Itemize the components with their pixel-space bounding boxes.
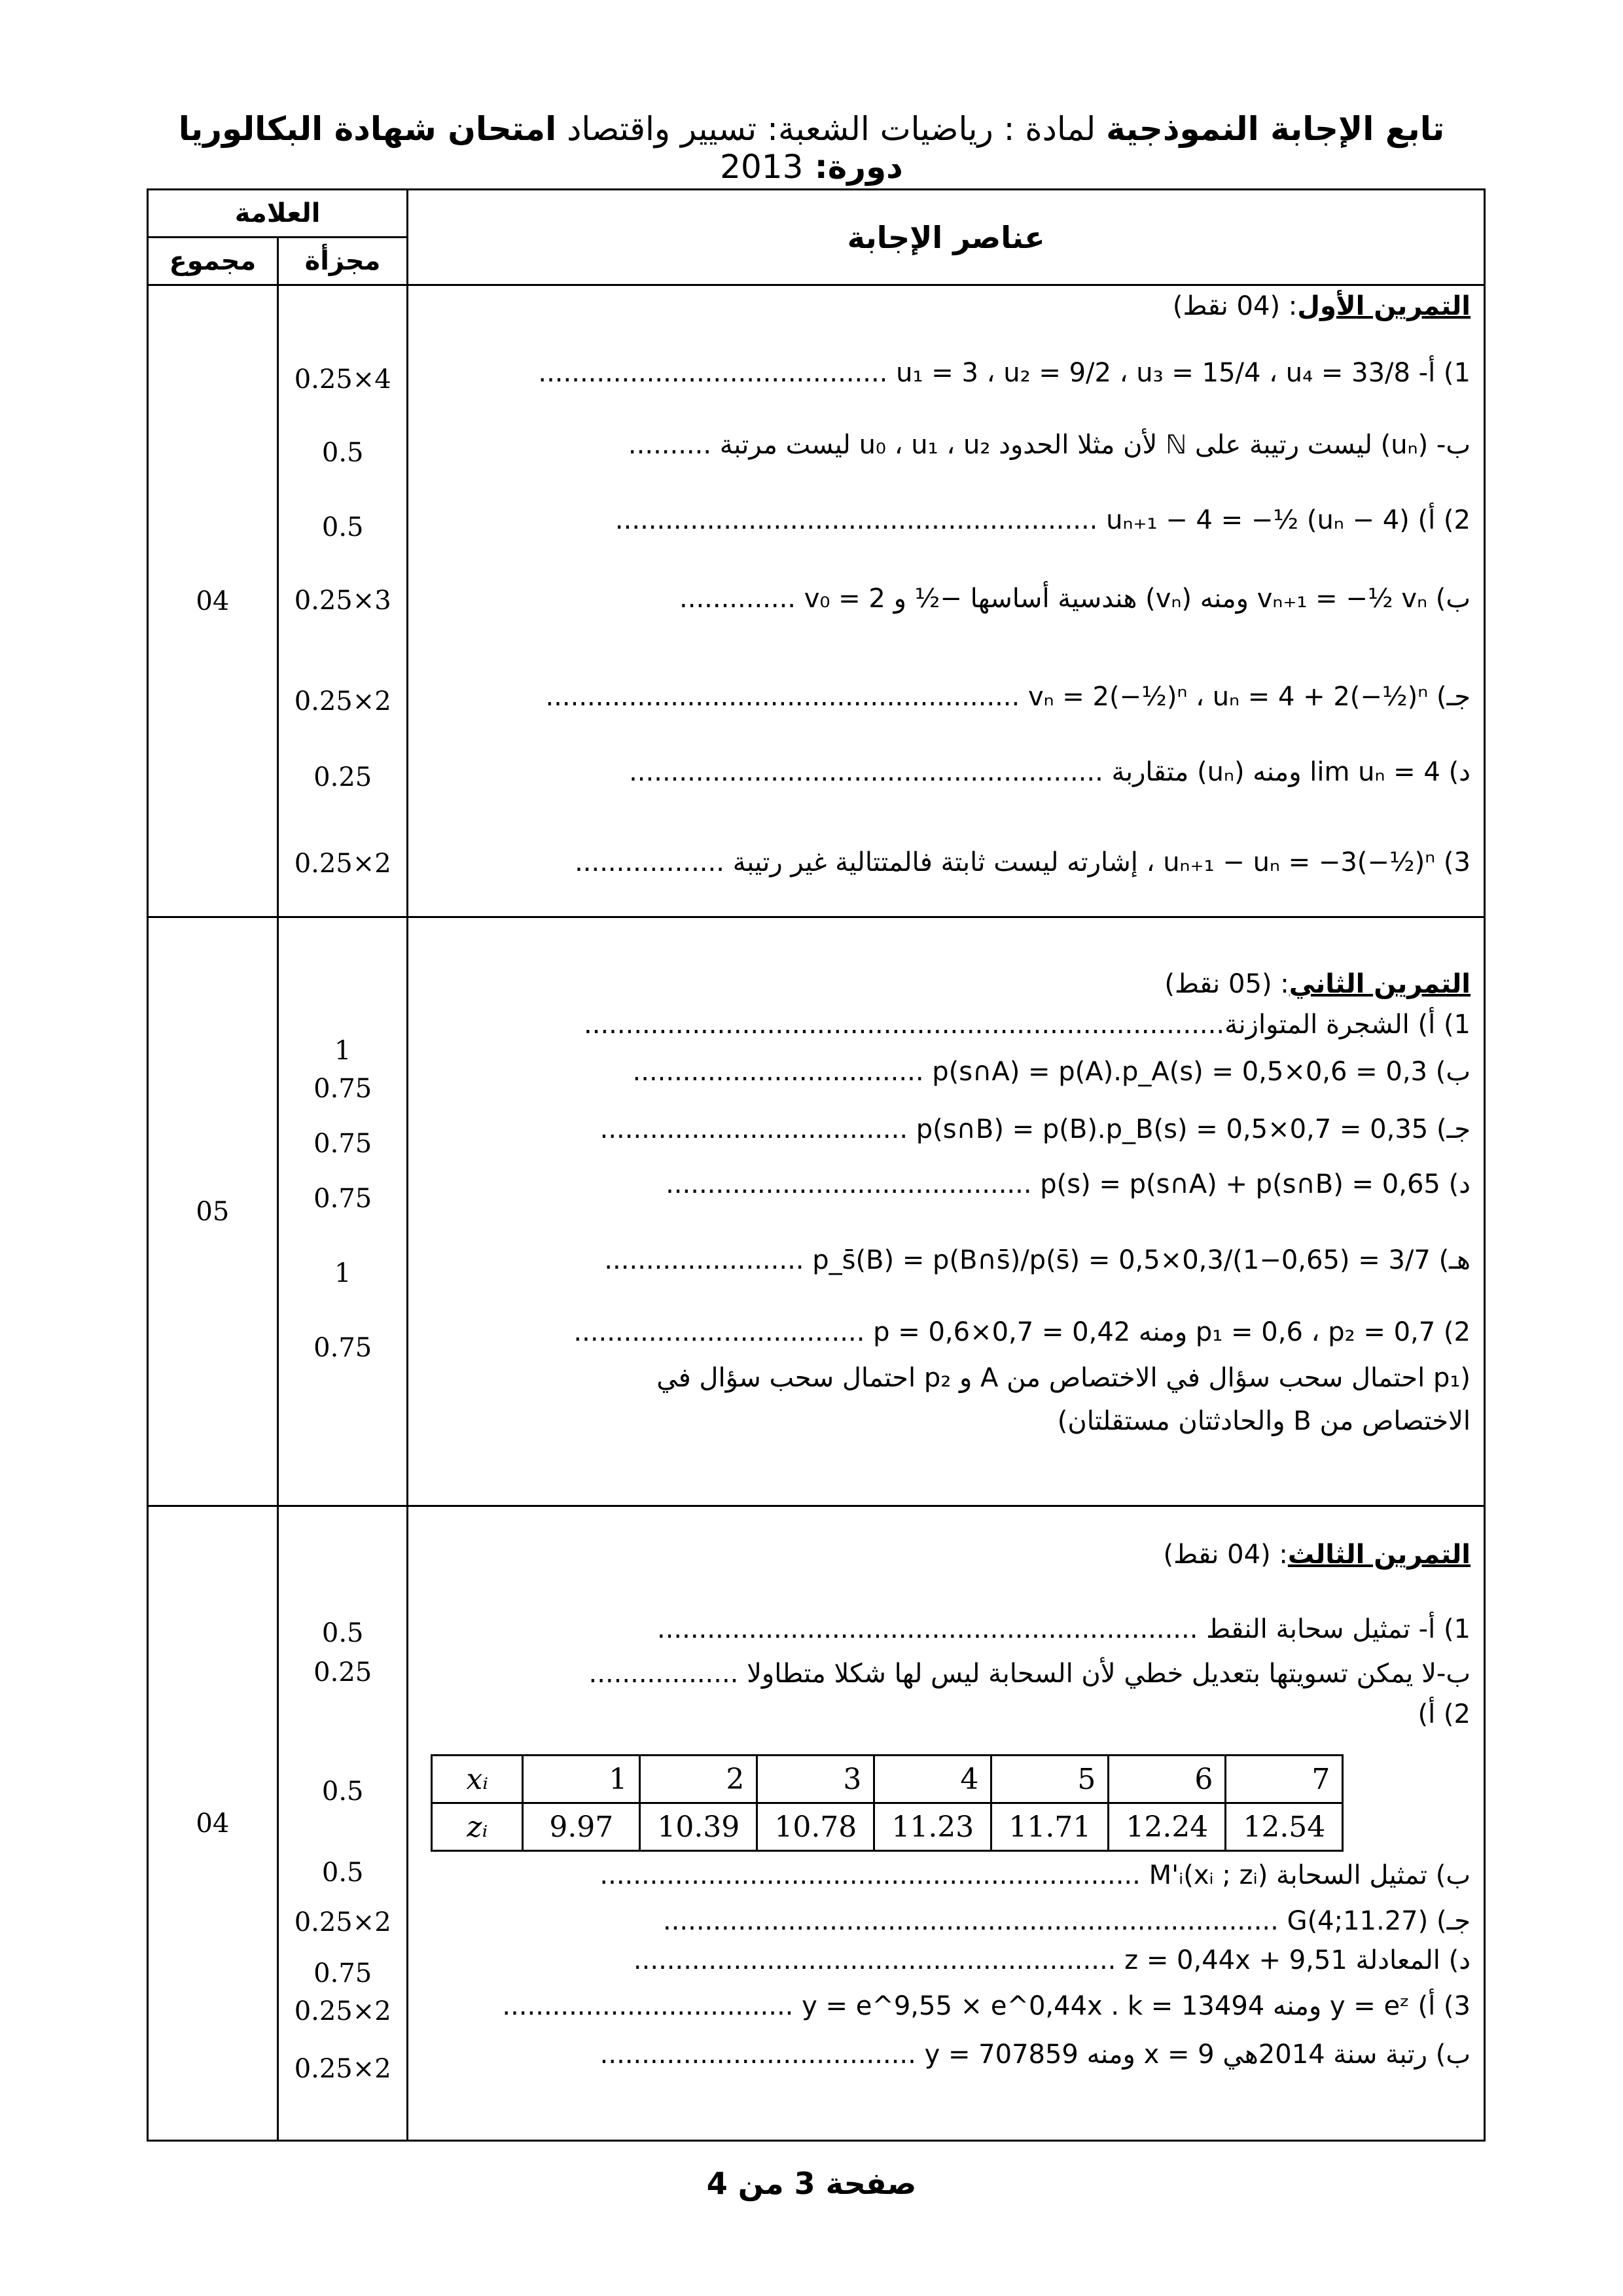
- ex1-point: 3×0.25: [294, 586, 391, 616]
- partial-heading: مجزأة: [277, 238, 408, 285]
- ex1-point: 2×0.25: [294, 686, 391, 716]
- ex2-line-5: هـ) p_s̄(B) = p(B∩s̄)/p(s̄) = 0,5×0,3/(1−0,65) = 3/7 ........................: [604, 1245, 1471, 1275]
- x-cell: 3: [757, 1756, 874, 1803]
- exercise-3-total: 04: [148, 1506, 278, 2141]
- ex1-line-7: 3) uₙ₊₁ − uₙ = −3(−½)ⁿ ، إشارته ليست ثابتة فالمتتالية غير رتيبة ..................: [575, 847, 1471, 877]
- ex3-line-8: ب) رتبة سنة 2014هي x = 9 ومنه y = 707859 ......................................: [599, 2040, 1471, 2070]
- ex1-line-2: ب- (uₙ) ليست رتيبة على ℕ لأن مثلا الحدود u₀ ، u₁ ، u₂ ليست مرتبة ..........: [628, 430, 1471, 460]
- exercise-3-content: [408, 1506, 1485, 2141]
- x-cell: 1: [523, 1756, 640, 1803]
- exercise-1-title: التمرين الأول: (04 نقط): [1172, 291, 1471, 321]
- z-label: zᵢ: [432, 1803, 523, 1851]
- ex2-point: 0.75: [313, 1333, 372, 1363]
- data-table-row-z: [432, 1803, 1343, 1851]
- exercise-1-total: 04: [148, 285, 278, 917]
- header-model-answer: تابع الإجابة النموذجية: [1106, 110, 1445, 148]
- ex1-point: 4×0.25: [294, 364, 391, 395]
- header-exam: امتحان شهادة البكالوريا دورة:: [178, 110, 903, 186]
- ex3-line-6: د) المعادلة z = 0,44x + 9,51 ..........................................................: [633, 1945, 1471, 1975]
- ex2-line-6: 2) p₁ = 0,6 ، p₂ = 0,7 ومنه p = 0,6×0,7 = 0,42 ...................................: [573, 1317, 1471, 1347]
- exercise-2-points: [277, 917, 408, 1506]
- page-number: صفحة 3 من 4: [706, 2166, 917, 2201]
- z-cell: 9.97: [523, 1803, 640, 1851]
- ex3-point: 2×0.25: [294, 2054, 391, 2084]
- ex1-point: 0.25: [313, 762, 372, 792]
- ex1-line-3: 2) أ) uₙ₊₁ − 4 = −½ (uₙ − 4) ..........................................................: [615, 505, 1471, 535]
- ex1-line-4: ب) vₙ₊₁ = −½ vₙ ومنه (vₙ) هندسية أساسها −½ و v₀ = 2 ..............: [679, 584, 1471, 614]
- ex1-point: 0.5: [321, 512, 364, 542]
- exercise-2-row: [148, 917, 1485, 1506]
- z-cell: 10.39: [640, 1803, 757, 1851]
- ex1-line-1: 1) أ- u₁ = 3 ، u₂ = 9/2 ، u₃ = 15/4 ، u₄ = 33/8 ..........................................: [538, 358, 1471, 388]
- exercise-1-row: [148, 285, 1485, 917]
- ex2-point: 0.75: [313, 1129, 372, 1159]
- mark-heading: العلامة: [148, 190, 408, 238]
- x-cell: 7: [1226, 1756, 1343, 1803]
- total-heading: مجموع: [148, 238, 278, 285]
- ex3-line-4: ب) تمثيل السحابة M'ᵢ(xᵢ ; zᵢ) .................................................................: [599, 1860, 1471, 1890]
- x-cell: 4: [874, 1756, 991, 1803]
- header-year: 2013: [720, 148, 804, 186]
- exercise-1-points: [277, 285, 408, 917]
- ex2-line-1: 1) أ) الشجرة المتوازنة.............................................................................: [584, 1010, 1471, 1040]
- ex3-point: 0.25: [313, 1657, 372, 1687]
- exercise-2-content: [408, 917, 1485, 1506]
- ex2-line-3: جـ) p(s∩B) = p(B).p_B(s) = 0,5×0,7 = 0,35 .....................................: [599, 1114, 1471, 1144]
- ex2-point: 0.75: [313, 1184, 372, 1214]
- ex2-line-2: ب) p(s∩A) = p(A).p_A(s) = 0,5×0,6 = 0,3 ...................................: [632, 1057, 1471, 1087]
- z-cell: 12.54: [1226, 1803, 1343, 1851]
- ex3-point: 0.75: [313, 1958, 372, 1988]
- z-cell: 12.24: [1109, 1803, 1226, 1851]
- exercise-2-total: 05: [148, 917, 278, 1506]
- data-table: [431, 1754, 1344, 1852]
- ex2-point: 1: [334, 1036, 351, 1066]
- ex3-point: 0.5: [321, 1776, 364, 1807]
- z-cell: 11.71: [991, 1803, 1109, 1851]
- ex2-line-7: (p₁ احتمال سحب سؤال في الاختصاص من A و p₂ احتمال سحب سؤال في: [656, 1363, 1471, 1393]
- exercise-3-points: [277, 1506, 408, 2141]
- ex2-line-4: د) p(s) = p(s∩A) + p(s∩B) = 0,65 ............................................: [666, 1169, 1471, 1199]
- ex2-point: 1: [334, 1258, 351, 1288]
- ex1-line-6: د) lim uₙ = 4 ومنه (uₙ) متقاربة .........................................................: [629, 757, 1471, 787]
- ex3-line-2: ب-لا يمكن تسويتها بتعديل خطي لأن السحابة ليس لها شكلا متطاولا ..................: [588, 1659, 1471, 1689]
- ex3-line-7: 3) أ) y = eᶻ ومنه y = e^9,55 × e^0,44x . k = 13494 ...................................: [502, 1991, 1471, 2021]
- ex3-point: 2×0.25: [294, 1996, 391, 2026]
- answer-table: [147, 188, 1486, 2142]
- x-cell: 2: [640, 1756, 757, 1803]
- ex1-line-5: جـ) vₙ = 2(−½)ⁿ ، uₙ = 4 + 2(−½)ⁿ .........................................................: [545, 682, 1471, 712]
- ex1-point: 2×0.25: [294, 849, 391, 879]
- x-label: xᵢ: [432, 1756, 523, 1803]
- ex3-point: 2×0.25: [294, 1907, 391, 1937]
- ex3-point: 0.5: [321, 1858, 364, 1888]
- ex2-point: 0.75: [313, 1074, 372, 1104]
- ex2-line-8: الاختصاص من B والحادثتان مستقلتان): [1057, 1406, 1471, 1436]
- ex1-point: 0.5: [321, 438, 364, 468]
- z-cell: 10.78: [757, 1803, 874, 1851]
- z-cell: 11.23: [874, 1803, 991, 1851]
- exercise-3-row: [148, 1506, 1485, 2141]
- ex3-line-1: 1) أ- تمثيل سحابة النقط .................................................................: [656, 1614, 1471, 1644]
- page-header: [144, 110, 1479, 186]
- exercise-1-content: [408, 285, 1485, 917]
- x-cell: 6: [1109, 1756, 1226, 1803]
- header-subject: لمادة : رياضيات الشعبة: تسيير واقتصاد: [556, 110, 1107, 148]
- ex3-point: 0.5: [321, 1618, 364, 1648]
- ex3-line-3: 2) أ): [1418, 1699, 1471, 1729]
- x-cell: 5: [991, 1756, 1109, 1803]
- exercise-3-title: التمرين الثالث: (04 نقط): [1163, 1540, 1471, 1570]
- ex3-line-5: جـ) G(4;11.27) ..........................................................................: [662, 1906, 1471, 1936]
- data-table-row-x: [432, 1756, 1343, 1803]
- exercise-2-title: التمرين الثاني: (05 نقط): [1164, 969, 1471, 999]
- answers-heading: عناصر الإجابة: [408, 190, 1485, 285]
